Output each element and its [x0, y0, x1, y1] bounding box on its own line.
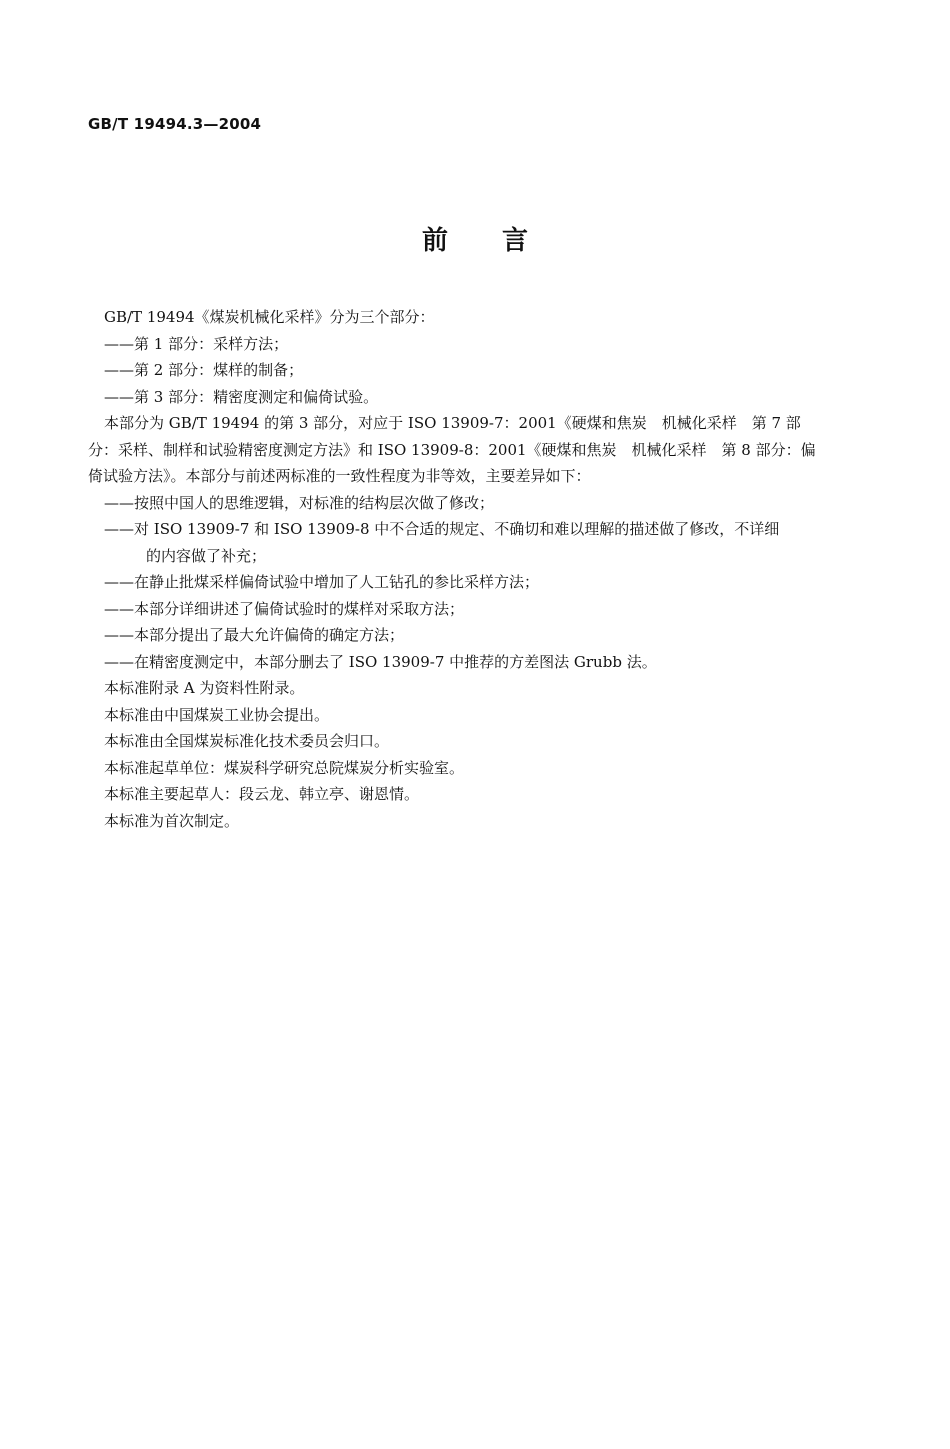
- closing-statement: 本标准起草单位：煤炭科学研究总院煤炭分析实验室。: [104, 758, 465, 777]
- difference-list-item: ——按照中国人的思维逻辑，对标准的结构层次做了修改；: [104, 493, 495, 512]
- correspondence-paragraph-line: 分：采样、制样和试验精密度测定方法》和 ISO 13909-8：2001《硬煤和焦炭 机械化采样 第 8 部分：偏: [88, 440, 816, 459]
- closing-statement: 本标准由全国煤炭标准化技术委员会归口。: [104, 732, 390, 750]
- correspondence-paragraph-line: 倚试验方法》。本部分与前述两标准的一致性程度为非等效，主要差异如下：: [88, 467, 591, 485]
- closing-statement: 本标准由中国煤炭工业协会提出。: [104, 705, 330, 724]
- difference-list-item: ——本部分详细讲述了偏倚试验时的煤样对采取方法；: [104, 599, 465, 618]
- page-title: 前言: [421, 226, 582, 256]
- difference-list-item: ——在精密度测定中，本部分删去了 ISO 13909-7 中推荐的方差图法 Grubb 法。: [104, 652, 657, 671]
- part-list-item: ——第 2 部分：煤样的制备；: [104, 361, 304, 379]
- part-list-item: ——第 1 部分：采样方法；: [104, 334, 289, 353]
- difference-list-item: ——在静止批煤采样偏倚试验中增加了人工钻孔的参比采样方法；: [104, 573, 540, 591]
- foreword-body: [88, 304, 884, 834]
- difference-list-item: ——本部分提出了最大允许偏倚的确定方法；: [104, 626, 405, 644]
- difference-list-item: ——对 ISO 13909-7 和 ISO 13909-8 中不合适的规定、不确切和难以理解的描述做了修改，不详细: [104, 520, 780, 538]
- closing-statement: 本标准主要起草人：段云龙、韩立亭、谢恩情。: [104, 785, 420, 803]
- part-list-item: ——第 3 部分：精密度测定和偏倚试验。: [104, 387, 379, 406]
- difference-list-item-continuation: 的内容做了补充；: [146, 546, 267, 565]
- standard-code: GB/T 19494.3—2004: [88, 115, 262, 133]
- correspondence-paragraph-line: 本部分为 GB/T 19494 的第 3 部分，对应于 ISO 13909-7：2001《硬煤和焦炭 机械化采样 第 7 部: [104, 414, 801, 432]
- closing-statement: 本标准附录 A 为资料性附录。: [104, 679, 305, 697]
- intro-paragraph: GB/T 19494《煤炭机械化采样》分为三个部分：: [104, 308, 435, 326]
- closing-statement: 本标准为首次制定。: [104, 811, 240, 830]
